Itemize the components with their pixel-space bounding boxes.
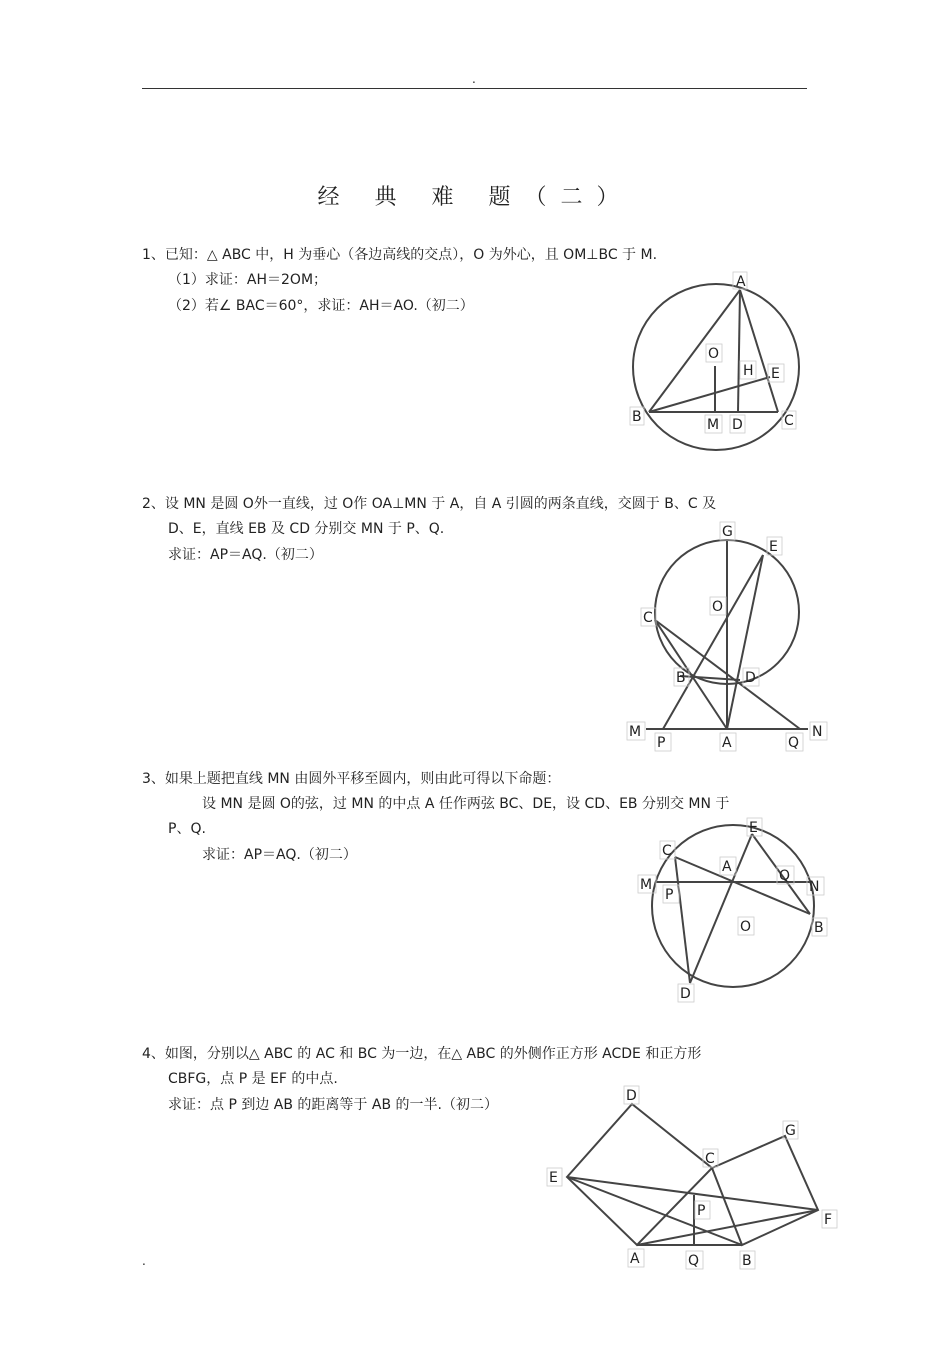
problem-3-line-2: 设 MN 是圆 O的弦，过 MN 的中点 A 任作两弦 BC、DE，设 CD、EB 分别交 MN 于 — [202, 796, 730, 812]
fig3-label-P: P — [665, 887, 674, 903]
fig4-label-D: D — [626, 1088, 637, 1104]
fig3-label-D: D — [680, 986, 691, 1002]
fig1-label-C: C — [784, 413, 794, 429]
problem-3-line-1: 3、如果上题把直线 MN 由圆外平移至圆内，则由此可得以下命题： — [142, 771, 561, 787]
fig4-label-Q: Q — [688, 1253, 700, 1269]
fig3-label-A: A — [722, 859, 732, 875]
figure-2 — [620, 518, 830, 753]
problem-1-line-1: 1、已知：△ ABC 中，H 为垂心（各边高线的交点），O 为外心，且 OM⊥BC 于 M. — [142, 247, 658, 263]
fig2-label-D: D — [745, 670, 756, 686]
fig2-label-N: N — [812, 724, 823, 740]
fig3-label-E: E — [749, 820, 758, 836]
problem-2-line-2: D、E，直线 EB 及 CD 分别交 MN 于 P、Q. — [168, 521, 445, 537]
fig2-label-Q: Q — [788, 735, 800, 751]
page-title: 经 典 难 题（二） — [317, 185, 633, 210]
fig4-label-E: E — [549, 1170, 558, 1186]
problem-1-line-2: （1）求证：AH＝2OM； — [168, 272, 328, 288]
problem-2-line-1: 2、设 MN 是圆 O外一直线，过 O作 OA⊥MN 于 A，自 A 引圆的两条直线，交圆于 B、C 及 — [142, 496, 717, 512]
problem-4-line-3: 求证：点 P 到边 AB 的距离等于 AB 的一半.（初二） — [168, 1097, 498, 1113]
fig2-label-P: P — [657, 735, 666, 751]
fig4-label-F: F — [824, 1212, 833, 1228]
problem-1-line-3: （2）若∠ BAC＝60°，求证：AH＝AO.（初二） — [168, 298, 474, 314]
fig3-label-N: N — [809, 879, 820, 895]
fig3-label-M: M — [640, 877, 653, 893]
fig1-label-A: A — [736, 274, 746, 290]
footer-dot: . — [142, 1254, 146, 1268]
fig3-label-Q: Q — [779, 868, 791, 884]
fig4-label-B: B — [742, 1253, 752, 1269]
fig1-label-M: M — [707, 417, 720, 433]
fig2-label-M: M — [629, 724, 642, 740]
problem-3-line-3: P、Q. — [168, 821, 206, 837]
fig4-label-C: C — [705, 1151, 715, 1167]
problem-4-line-2: CBFG，点 P 是 EF 的中点. — [168, 1071, 338, 1087]
fig2-label-C: C — [643, 610, 653, 626]
figure-1 — [620, 270, 820, 440]
problem-4-line-1: 4、如图，分别以△ ABC 的 AC 和 BC 为一边，在△ ABC 的外侧作正方形 ACDE 和正方形 — [142, 1046, 702, 1062]
fig3-label-O: O — [740, 919, 752, 935]
fig2-label-E: E — [769, 539, 778, 555]
figure-3 — [630, 815, 835, 1005]
fig1-label-B: B — [632, 409, 642, 425]
fig2-label-G: G — [722, 524, 733, 540]
problem-3-line-4: 求证：AP＝AQ.（初二） — [202, 847, 357, 863]
fig2-label-A: A — [722, 735, 732, 751]
header-rule — [142, 88, 807, 89]
fig4-label-A: A — [630, 1251, 640, 1267]
header-dot: . — [472, 72, 476, 86]
fig2-label-O: O — [712, 599, 724, 615]
fig3-label-C: C — [662, 843, 672, 859]
fig1-label-H: H — [743, 363, 754, 379]
fig1-label-E: E — [771, 366, 780, 382]
problem-2-line-3: 求证：AP＝AQ.（初二） — [168, 547, 323, 563]
fig2-label-B: B — [676, 670, 686, 686]
fig4-label-P: P — [697, 1203, 706, 1219]
fig3-label-B: B — [814, 920, 824, 936]
figure-4 — [540, 1085, 840, 1270]
fig1-label-D: D — [732, 417, 743, 433]
fig1-label-O: O — [708, 346, 720, 362]
fig4-label-G: G — [785, 1123, 796, 1139]
